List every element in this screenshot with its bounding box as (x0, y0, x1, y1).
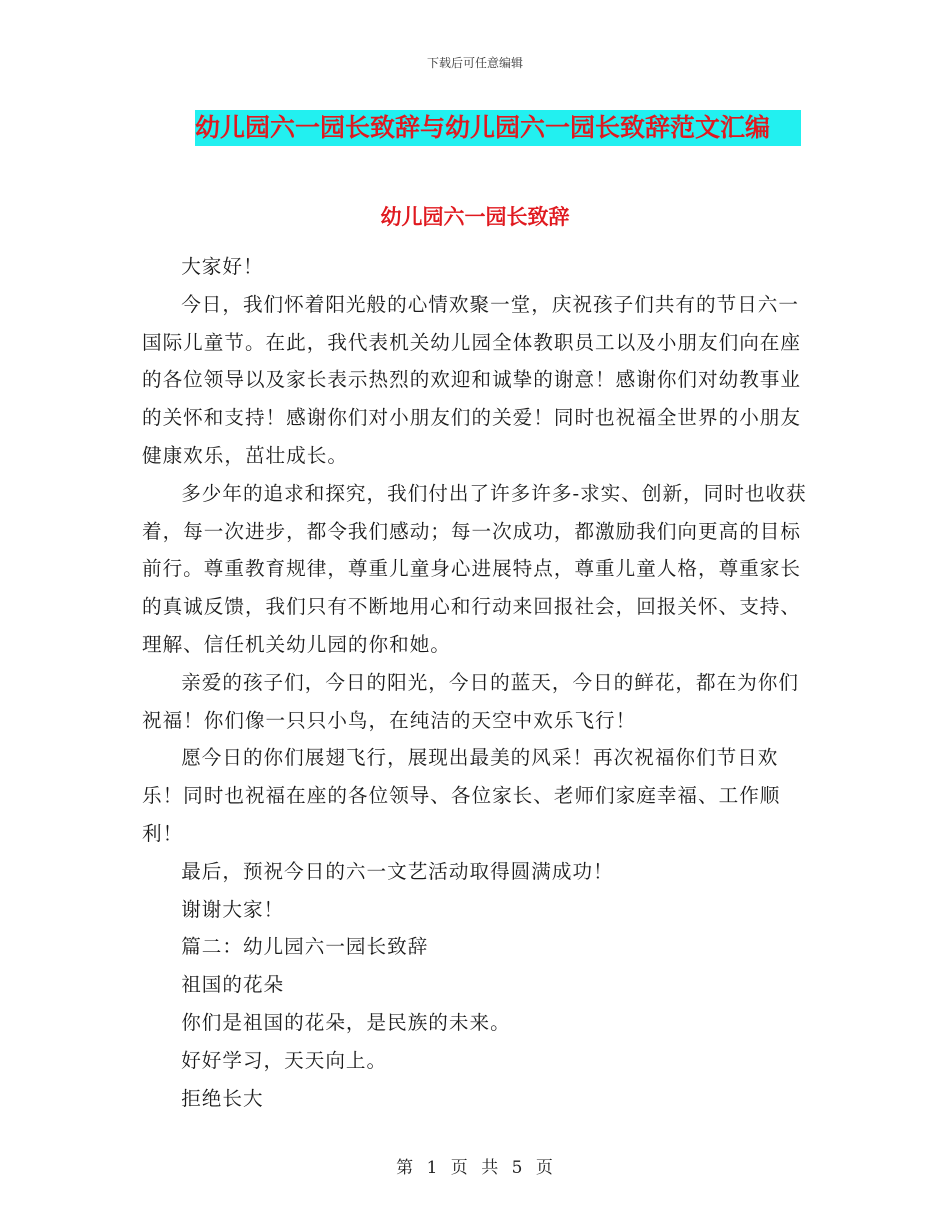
section-title: 幼儿园六一园长致辞 (380, 205, 570, 229)
paragraph-pursuit: 多少年的追求和探究，我们付出了许多许多-求实、创新，同时也收获着，每一次进步，都令我们感动；每一次成功，都激励我们向更高的目标前行。尊重教育规律，尊重儿童身心进展特点，尊重儿童人格，尊重家长的真诚反馈，我们只有不断地用心和行动来回报社会，回报关怀、支持、理解、信任机关幼儿园的你和她。 (142, 481, 807, 656)
paragraph-poem-line-2: 好好学习，天天向上。 (181, 1048, 388, 1072)
paragraph-greeting: 大家好！ (181, 255, 264, 278)
paragraph-thanks: 谢谢大家！ (181, 897, 285, 921)
paragraph-poem-title: 祖国的花朵 (181, 973, 285, 997)
paragraph-children: 亲爱的孩子们，今日的阳光，今日的蓝天，今日的鲜花，都在为你们祝福！你们像一只只小鸟，在纯洁的天空中欢乐飞行！ (142, 670, 799, 732)
paragraph-opening: 今日，我们怀着阳光般的心情欢聚一堂，庆祝孩子们共有的节日六一 国际儿童节。在此，我代表机关幼儿园全体教职员工以及小朋友们向在座的各位领导以及家长表示热烈的欢迎和诚挚的谢意！感谢你们对幼教事业的关怀和支持！感谢你们对小朋友们的关爱！同时也祝福全世界的小朋友健康欢乐，茁壮成长。 (142, 292, 801, 467)
paragraph-poem-line-3: 拒绝长大 (181, 1086, 264, 1110)
paragraph-wishes: 愿今日的你们展翅飞行，展现出最美的风采！再次祝福你们节日欢乐！同时也祝福在座的各位领导、各位家长、老师们家庭幸福、工作顺利！ (142, 746, 781, 845)
header-note: 下载后可任意编辑 (426, 56, 523, 70)
document-main-title: 幼儿园六一园长致辞与幼儿园六一园长致辞范文汇编 (195, 110, 801, 146)
page-number: 第 1 页 共 5 页 (396, 1158, 554, 1178)
paragraph-part-two-heading: 篇二：幼儿园六一园长致辞 (181, 935, 429, 959)
paragraph-closing: 最后，预祝今日的六一文艺活动取得圆满成功！ (181, 859, 614, 883)
paragraph-poem-line-1: 你们是祖国的花朵，是民族的未来。 (181, 1010, 511, 1034)
document-body (142, 248, 808, 1117)
